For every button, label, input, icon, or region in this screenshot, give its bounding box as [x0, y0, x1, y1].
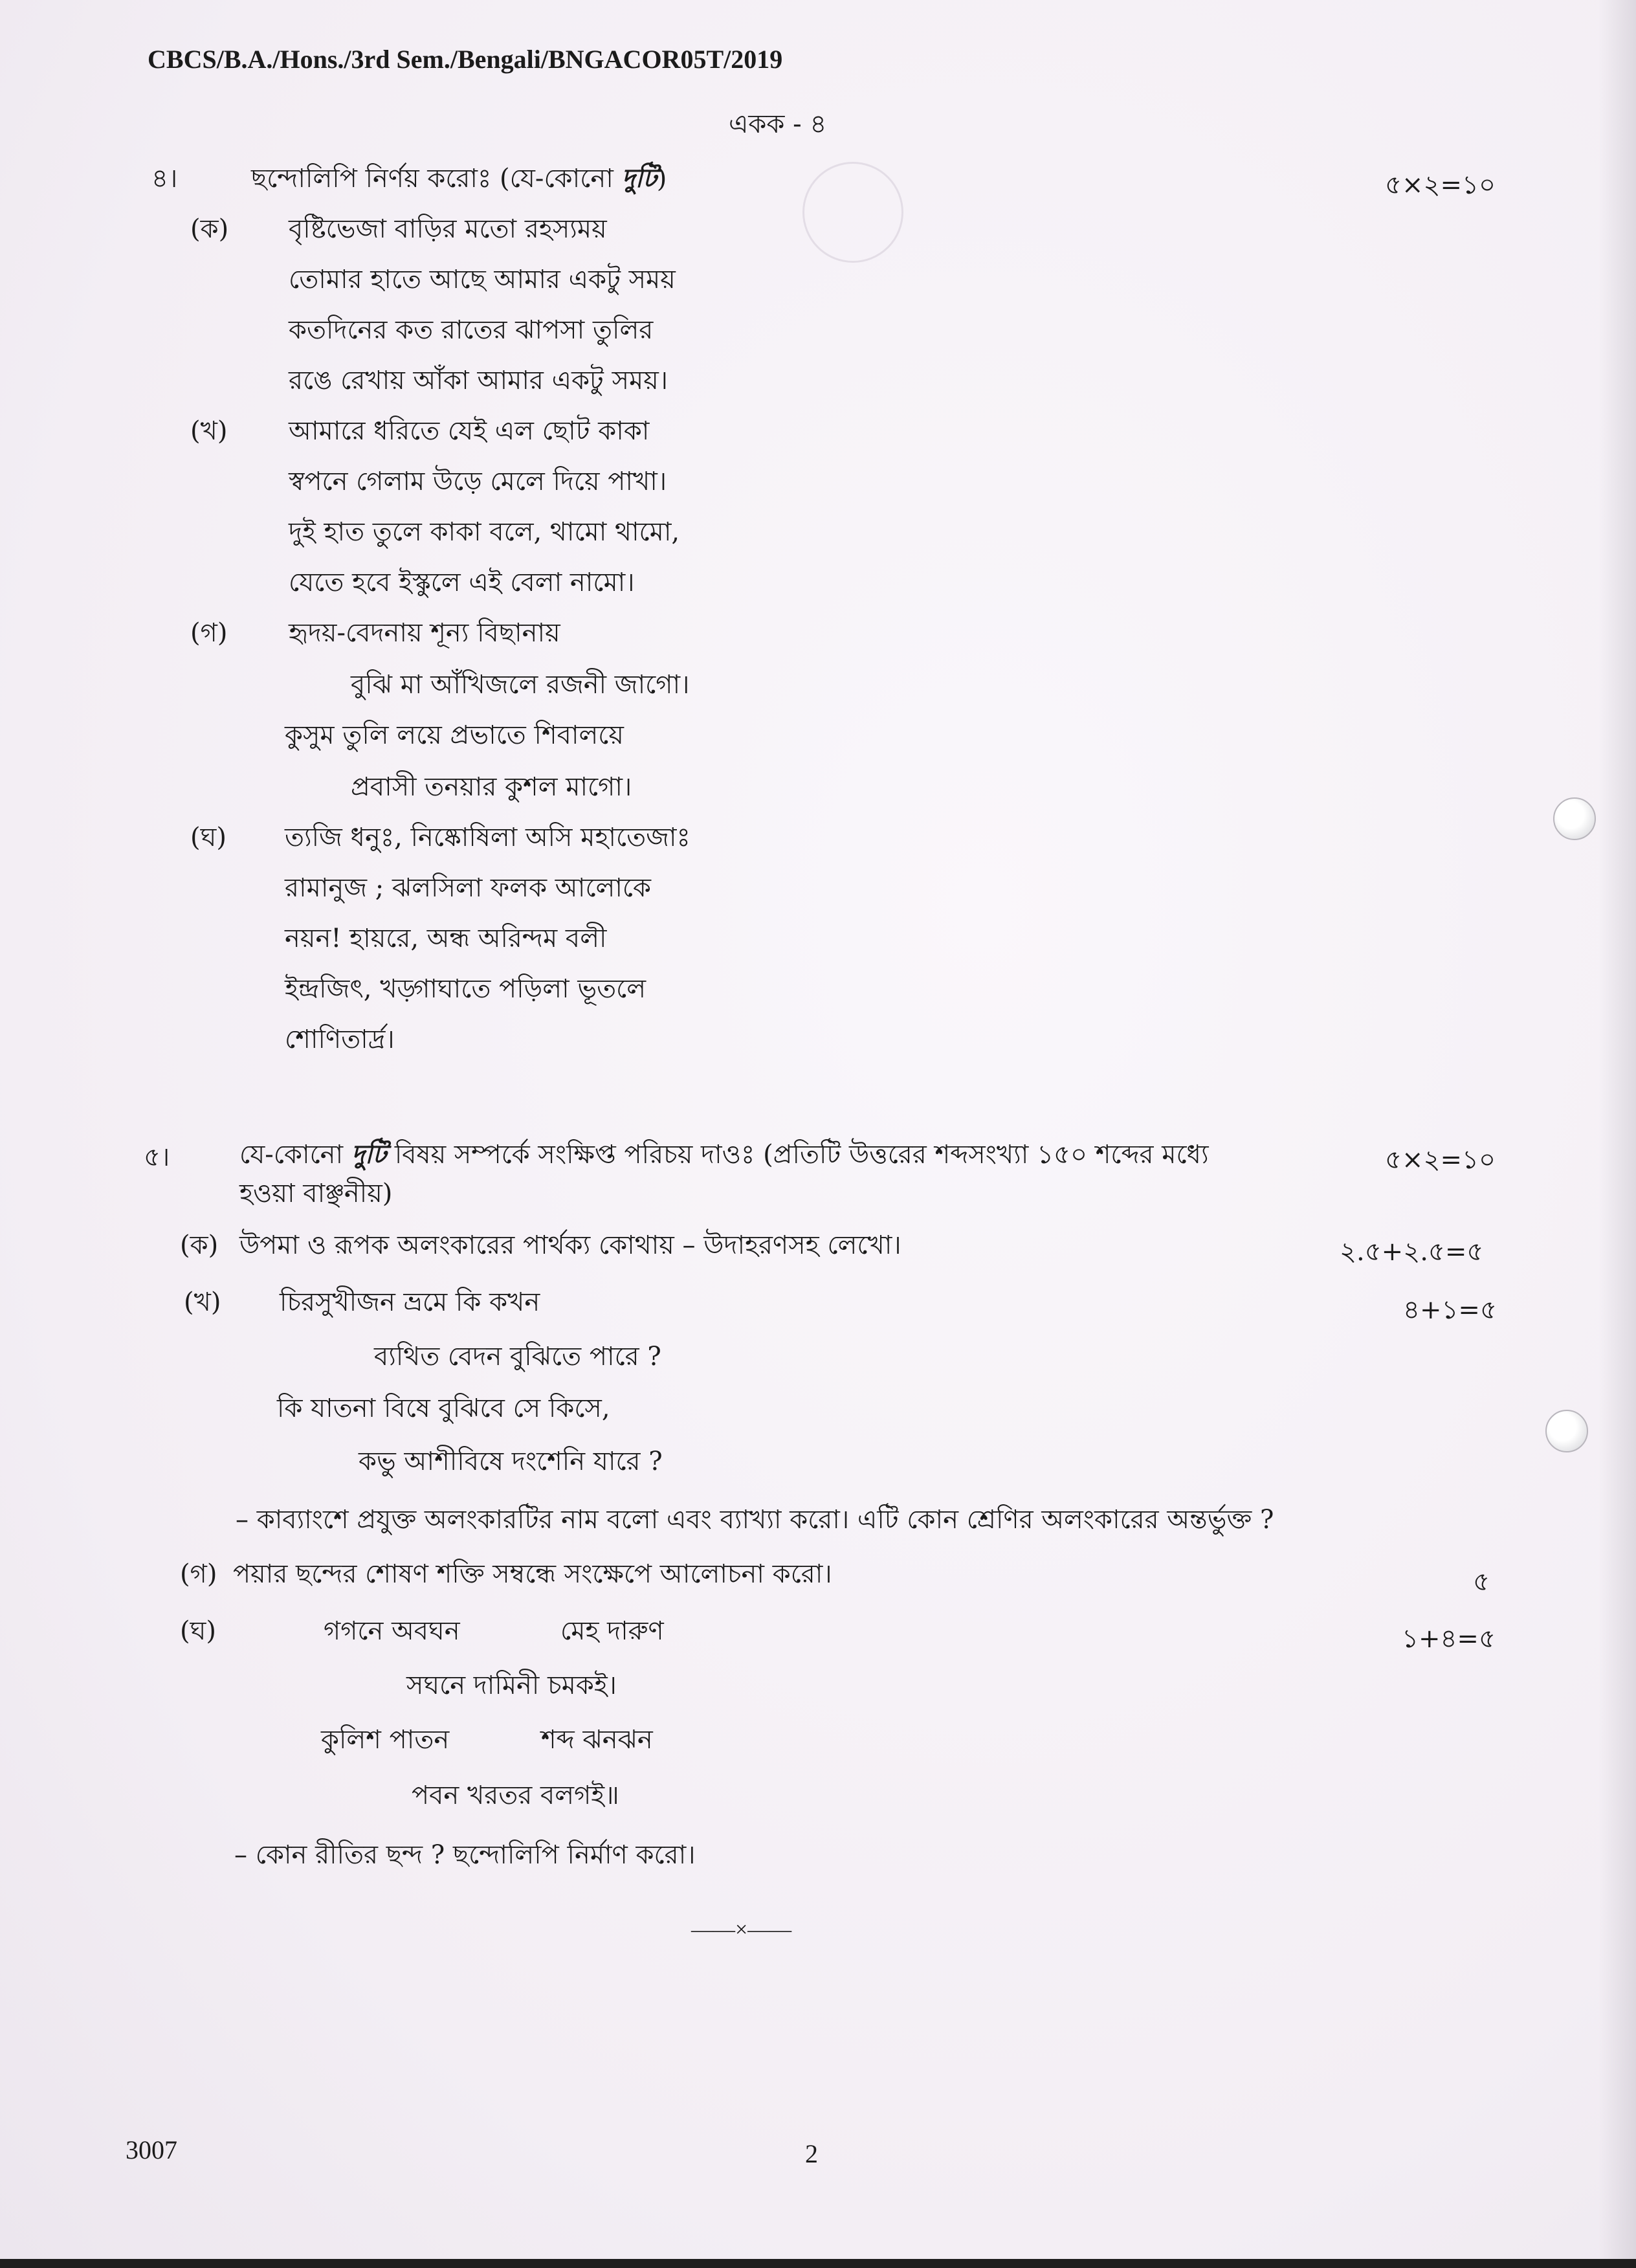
- poem-line: তোমার হাতে আছে আমার একটু সময়: [289, 265, 676, 295]
- q4-marks: ৫×২=১০: [1385, 170, 1496, 200]
- poem-line: শব্দ ঝনঝন: [541, 1725, 653, 1755]
- poem-line: বৃষ্টিভেজা বাড়ির মতো রহস্যময়: [289, 214, 607, 244]
- show-through-seal: [802, 162, 903, 263]
- poem-line: চিরসুখীজন ভ্রমে কি কখন: [280, 1287, 540, 1317]
- q5-b-label: (খ): [184, 1287, 221, 1317]
- q5-d-label: (ঘ): [180, 1616, 216, 1646]
- q5-marks: ৫×২=১০: [1385, 1145, 1496, 1175]
- poem-line: কতদিনের কত রাতের ঝাপসা তুলির: [289, 315, 654, 345]
- poem-line: আমারে ধরিতে যেই এল ছোট কাকা: [289, 416, 650, 446]
- q5-a-label: (ক): [180, 1230, 219, 1260]
- q5-a-marks: ২.৫+২.৫=৫: [1340, 1237, 1484, 1267]
- page-number: 2: [805, 2139, 818, 2168]
- page-bottom-edge: [0, 2259, 1636, 2268]
- poem-line: স্বপনে গেলাম উড়ে মেলে দিয়ে পাখা।: [289, 467, 667, 496]
- q5-number: ৫।: [144, 1142, 170, 1172]
- poem-line: ত্যজি ধনুঃ, নিষ্কোষিলা অসি মহাতেজাঃ: [285, 823, 691, 852]
- poem-line: দুই হাত তুলে কাকা বলে, থামো থামো,: [289, 517, 680, 547]
- poem-line: কুলিশ পাতন: [321, 1725, 450, 1755]
- q5-prompt-line1: যে-কোনো দুটি বিষয় সম্পর্কে সংক্ষিপ্ত পরিচয় দাওঃ (প্রতিটি উত্তরের শব্দসংখ্যা ১৫০ শব্দের মধ্যে: [239, 1139, 1209, 1170]
- poem-line: পবন খরতর বলগই॥: [412, 1781, 619, 1810]
- poem-line: বুঝি মা আঁখিজলে রজনী জাগো।: [351, 670, 690, 700]
- paper-code: CBCS/B.A./Hons./3rd Sem./Bengali/BNGACOR05T/2019: [148, 45, 783, 74]
- q4-d-label: (ঘ): [190, 823, 227, 852]
- q4-a-label: (ক): [190, 214, 229, 244]
- footer-code: 3007: [126, 2135, 177, 2164]
- q5-c-marks: ৫: [1473, 1567, 1490, 1597]
- page-edge-shadow: [1598, 0, 1636, 2268]
- q4-number: ৪।: [151, 164, 178, 194]
- punch-hole-lower: [1545, 1410, 1588, 1452]
- unit-heading: একক - ৪: [729, 109, 827, 139]
- poem-line: ব্যথিত বেদন বুঝিতে পারে ?: [374, 1342, 661, 1372]
- q5-d-question: – কোন রীতির ছন্দ ? ছন্দোলিপি নির্মাণ করো।: [234, 1840, 696, 1870]
- poem-line: ইন্দ্রজিৎ, খড়্গাঘাতে পড়িলা ভূতলে: [285, 974, 647, 1004]
- end-mark: ——×——: [691, 1918, 792, 1942]
- q5-a-text: উপমা ও রূপক অলংকারের পার্থক্য কোথায় – উদাহরণসহ লেখো।: [239, 1230, 901, 1260]
- poem-line: কভু আশীবিষে দংশেনি যারে ?: [359, 1447, 663, 1476]
- q5-b-marks: ৪+১=৫: [1403, 1295, 1497, 1325]
- poem-line: রঙে রেখায় আঁকা আমার একটু সময়।: [289, 366, 669, 395]
- q5-c-text: পয়ার ছন্দের শোষণ শক্তি সম্বন্ধে সংক্ষেপে আলোচনা করো।: [233, 1559, 832, 1589]
- poem-line: কি যাতনা বিষে বুঝিবে সে কিসে,: [277, 1394, 610, 1423]
- poem-line: গগনে অবঘন: [324, 1616, 460, 1646]
- poem-line: প্রবাসী তনয়ার কুশল মাগো।: [351, 772, 632, 802]
- q5-d-marks: ১+৪=৫: [1402, 1624, 1496, 1654]
- q5-prompt-line2: হওয়া বাঞ্ছনীয়): [239, 1179, 393, 1208]
- q5-c-label: (গ): [180, 1559, 217, 1589]
- q4-prompt: ছন্দোলিপি নির্ণয় করোঃ (যে-কোনো দুটি): [251, 163, 667, 194]
- poem-line: সঘনে দামিনী চমকই।: [406, 1671, 617, 1700]
- q4-b-label: (খ): [190, 416, 228, 446]
- poem-line: কুসুম তুলি লয়ে প্রভাতে শিবালয়ে: [285, 720, 624, 750]
- poem-line: শোণিতার্দ্র।: [285, 1025, 395, 1054]
- poem-line: হৃদয়-বেদনায় শূন্য বিছানায়: [289, 618, 560, 648]
- poem-line: নয়ন! হায়রে, অন্ধ অরিন্দম বলী: [285, 924, 607, 953]
- poem-line: রামানুজ ; ঝলসিলা ফলক আলোকে: [285, 873, 651, 903]
- q5-b-question: – কাব্যাংশে প্রযুক্ত অলংকারটির নাম বলো এবং ব্যাখ্যা করো। এটি কোন শ্রেণির অলংকারের অন্তর্ভুক্ত ?: [236, 1505, 1274, 1535]
- poem-line: যেতে হবে ইস্কুলে এই বেলা নামো।: [289, 568, 635, 597]
- q4-c-label: (গ): [190, 618, 228, 648]
- poem-line: মেহ দারুণ: [560, 1616, 664, 1646]
- punch-hole-upper: [1553, 797, 1596, 840]
